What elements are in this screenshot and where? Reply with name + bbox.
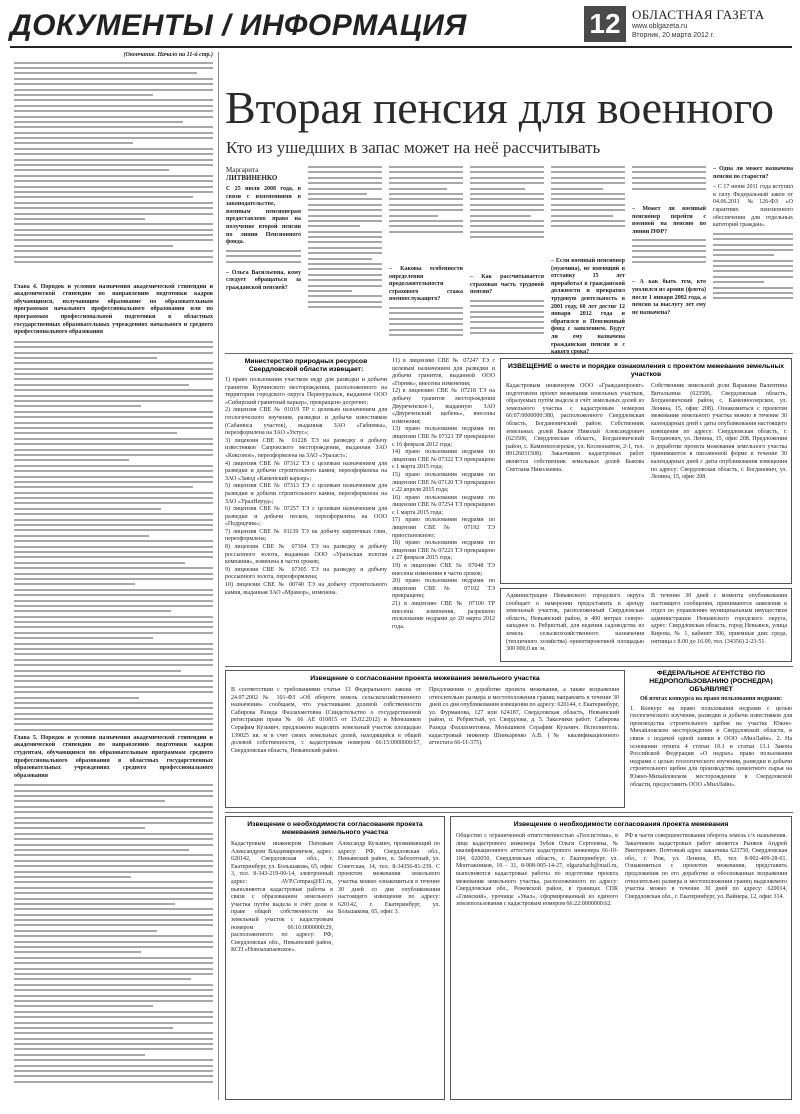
- article-title: Вторая пенсия для военного: [225, 82, 774, 133]
- boundary-project-title: ИЗВЕЩЕНИЕ о месте и порядке ознакомления с проектом межевания земельных участков: [507, 363, 785, 378]
- boundary-project-notice: [500, 358, 792, 584]
- ministry-item: 6) лицензия СВЕ № 07257 ТЭ с целевым назначением для разведки и добычи песков, переоформлена на ООО «Подрядчик»;: [225, 506, 387, 528]
- article-law-note: – С 17 июня 2011 года вступил в силу Федеральный закон от 04.06.2011 №126-ФЗ «О гарантиях пенсионного обеспечения для отдельных категорий граждан».: [713, 184, 793, 229]
- boundary-project-right: Собственник земельной доли Варакина Валентина Витальевна (623506, Свердловская область, Богдановичский район, с. Каменноозерское, ул. Ленина, 15, офис 208). Ознакомиться с проектом межевания земельного участка можно в течение 30 календарных дней с даты опубликования настоящего извещения по адресу: Свердловская область, г. Богданович, ул. Ленина, 15, офис 208. Предложения о доработке проекта межевания земельного участка принимаются в письменной форме в течение 30 календарных дней с даты опубликования извещения по адресу: Свердловская область, г. Богданович, ул. Ленина, 15, офис 208.: [651, 383, 787, 481]
- issue-date: Вторник, 20 марта 2012 г.: [632, 32, 715, 39]
- ministry-item: 15) право пользования недрами по лицензии СВЕ № 07120 ТЭ прекращено с 22 апреля 2015 года;: [392, 471, 495, 494]
- article-text: [470, 300, 544, 350]
- survey-notice-2-right: РФ в части совершенствования оборота земель с/х назначения. Заказчиком кадастровых работ является Рынков Андрей Викторович. Почтовый адрес заказчика 623750, Свердловская обл., г. Реж, ул. Ленина, 85, тел. 8-902-409-28-01. Ознакомиться с проектом межевания, представить предложения по его доработке и обоснованные возражения относительно размера и местоположения границ выделяемого участка можно в течение 30 дней по адресу: 620014, Свердловская обл., г. Екатеринбург, ул. Вайнера, 12, офис 314.: [625, 833, 787, 900]
- ministry-item: 16) право пользования недрами по лицензии СВЕ № 07254 ТЭ прекращено с 1 марта 2015 года;: [392, 494, 495, 516]
- ministry-item: 20) право пользования недрами по лицензии СВЕ № 07102 ТЭ прекращено;: [392, 578, 495, 600]
- article-col-4: [470, 166, 544, 351]
- author-last-name: ЛИТВИНЕНКО: [226, 174, 278, 182]
- notices-rule: [225, 666, 793, 667]
- ministry-item: 13) право пользования недрами по лицензии СВЕ № 07321 ТР прекращено с 16 февраля 2012 года;: [392, 426, 495, 448]
- ministry-item: 18) право пользования недрами по лицензии СВЕ № 07223 ТЭ прекращено с 27 февраля 2015 года;: [392, 540, 495, 562]
- article-text: [470, 166, 544, 274]
- ministry-item: 2) лицензия СВЕ № 01019 ТР с целевым назначением для геологического изучения, разведки и добычи известняков (Сабанюса участок), выданная ЗАО «Габиевка», переоформлена на ЗАО «Уктус»;: [225, 407, 387, 437]
- article-bottom-rule: [225, 353, 793, 354]
- article-lead: С 25 июля 2008 года, в связи с изменениями в законодательстве, военным пенсионерам предоставлено право на получение второй пенсии по линии Пенсионного фонда.: [226, 186, 301, 246]
- site-url[interactable]: www.oblgazeta.ru: [632, 23, 688, 30]
- ministry-item: 10) лицензия СВЕ № 00740 ТЭ на добычу строительного камня, выданная ЗАО «Мрамор», изменена.: [225, 582, 387, 596]
- survey-notice-1-body: Кадастровым инженером Поповым Александром Владимировичем, адрес: 620142, Свердловская обл., г. Екатеринбург, ул. Большакова, 65, офис 3, тел. 8-343-219-00-14, электронный адрес: AVP.Compas@E1.ru, выполняются кадастровые работы в связи с образованием земельного участка путём выдела в счёт доли в праве общей собственности на земельный участок с кадастровым номером 66:16:0000000:29, расположенного по адресу: РФ, Свердловская обл., Невьянский район, КСП «Новоалапаевское».: [231, 841, 333, 954]
- ministry-item: 5) лицензия СВЕ № 07313 ТЭ с целевым назначением для разведки и добычи строительного камня, переоформлена на ЗАО «УралНеруд»;: [225, 483, 387, 505]
- masthead: [10, 6, 792, 46]
- ministry-items: [225, 377, 387, 597]
- question-5: – Может ли военный пенсионер перейти с военной на пенсию по линии ПФР?: [632, 206, 706, 235]
- survey-notice-2: [450, 816, 792, 1100]
- administration-notice-right: В течение 30 дней с момента опубликования настоящего сообщения, принимаются заявления в отдел по управлению муниципальным имуществом администрации Невьянского городского округа, адрес: Свердловская область, город Невьянск, улица Кирова, № 1, кабинет 306, приемные дни: среда, пятница с 8.00 до 16.00, тел. (34356) 2-23-51.: [651, 593, 787, 645]
- article-col-2: [308, 166, 382, 351]
- question-7: – Одна ли может назначена пенсия по старости?: [713, 166, 793, 180]
- survey-notice-1-title: Извещение о необходимости согласования проекта межевания земельного участка: [247, 821, 423, 836]
- masthead-rule: [10, 46, 792, 48]
- administration-notice: [500, 588, 792, 662]
- section-title: ДОКУМЕНТЫ / ИНФОРМАЦИЯ: [10, 9, 467, 42]
- article-col-1: [226, 166, 301, 351]
- federal-agency-body: 1. Конкурс на право пользования недрами с целью геологического изучения, разведки и добычи известняков для производства строительного щебня на участке Южно-Михайловском месторождения в Свердловской области, в связи с подачей одной заявки в ООО «МилЛайн». 2. На основании пункта 4 статьи 10.1 и статьи 13.1 Закона Российской Федерации «О недрах» право пользования недрами с целью геологического изучения, разведки и добычи строительного щебня для производства цементного сырья на Южно-Михайловском месторождении в Свердловской области, предоставить ООО «МилЛайн».: [630, 705, 792, 788]
- regulation-text-1: [14, 62, 213, 280]
- boundary-approval-body: В соответствии с требованиями статьи 13 Федерального закона от 24.07.2002 № 101-ФЗ «Об обороте земель сельскохозяйственного назначения» сообщаем, что участниками долевой собственности Сабирова Разида Фазлахметовна (Свидетельство о государственной регистрации права № 66 АЕ 010815 от 15.02.2012) и Меньшиков Серафим Кузьмич, предложено выделить земельный участок площадью 139025 кв. м в счет своих земельных долей, находящийся в общей долевой собственности, с кадастровым номером 66:15:0000000:67, Свердловская область, Невьянский район.: [231, 687, 421, 754]
- ministry-item: 9) лицензия СВЕ № 07305 ТЭ на разведку и добычу россыпного золота, переоформлена;: [225, 566, 387, 581]
- article-text: [226, 250, 301, 270]
- ministry-item: 12) в лицензию СВЕ № 07218 ТЭ на добычу гранитов месторождения Двуреченское-1, выданную ЗАО «Двуреченский щебень», внесены изменения;: [392, 388, 495, 425]
- survey-notice-2-title: Извещение о необходимости согласования проекта межевания: [513, 821, 729, 828]
- ministry-item: 3) лицензия СВЕ № 01228 ТЭ на разведку и добычу известняков Сапрокского месторождения, выданная ЗАО «Коксовое», переоформлена на ЗАО «Ураласт»;: [225, 437, 387, 459]
- question-6: – А как быть тем, кто уволился из армии (флота) после 1 января 2002 года, а пенсия за выслугу лет ему не назначена?: [632, 279, 706, 316]
- article-col-5: [551, 166, 625, 351]
- question-1: – Ольга Васильевна, кому следует обращаться за гражданской пенсией?: [226, 269, 301, 291]
- boundary-approval-notice: [225, 670, 625, 808]
- ministry-item: 7) лицензия СВЕ № 01139 ТЭ на добычу кирпичных глин, переоформлена;: [225, 528, 387, 543]
- survey-notice-2-body: Общество с ограниченной ответственностью «Геосистема», в лице кадастрового инженера Зубов Ольги Сергеевны, № квалификационного аттестата кадастрового инженера 66-10-184, 620050, Свердловская область, г. Екатеринбург, ул. Монтажников, 10 - 31, 8-908-905-14-27, olgazubach@mail.ru, выполняются кадастровые работы по подготовке проекта межевания земельного участка, расположенного по адресу: Свердловская обл., Режевской район, в границах СПК «Глинский», урочище «Увал», сформированный из единого землепользования с кадастровым номером 66:22:0000000:62.: [456, 833, 618, 908]
- federal-agency-title: ФЕДЕРАЛЬНОЕ АГЕНТСТВО ПО НЕДРОПОЛЬЗОВАНИЮ (РОСНЕДРА) ОБЪЯВЛЯЕТ: [649, 670, 773, 693]
- continuation-note: (Окончание. Начало на 11-й стр.): [123, 52, 213, 58]
- ministry-item: 11) в лицензию СВЕ № 07247 ТЭ с целевым назначением для разведки и добычи гранитов, выданной ООО «Горняк», внесены изменения;: [392, 358, 495, 387]
- bottom-rule: [225, 812, 793, 813]
- federal-agency-subtitle: Об итогах конкурса на право пользования недрами:: [640, 696, 782, 702]
- survey-notice-1-right: Александр Кузьмич, проживающий по адресу: РФ, Свердловская обл., Невьянский район, п. Заболотный, ул. Советская, 14, тел. 8-34356-81-239. С проектом межевания земельного участка можно ознакомиться в течение 30 дней со дня опубликования настоящего извещения по адресу: 620142, г. Екатеринбург, ул. Большакова, 65, офис 3.: [338, 841, 440, 916]
- chapter-4-heading: Глава 4. Порядок и условия назначения академической стипендии и академической стипендии по направлению подготовки кадров обучающимся, получающим образование по образовательным программам начального профессионального образования или по программам профессиональной подготовки в областных государственных образовательных учреждениях начального и среднего профессионального образования: [14, 283, 213, 336]
- paper-name: ОБЛАСТНАЯ ГАЗЕТА: [632, 7, 765, 22]
- author-first-name: Маргарита: [226, 166, 259, 174]
- survey-notice-1: [225, 816, 445, 1100]
- administration-notice-body: Администрация Невьянского городского округа сообщает о намерении предоставить в аренду земельный участок, расположенный Свердловская область, Невьянский район, в 400 метрах северо-западнее п. Ребристый, для ведения садоводства из земель сельскохозяйственного назначения (тепличного хозяйства) ориентировочной площадью 300 000,0 кв. м.: [506, 593, 644, 653]
- boundary-project-body: Кадастровым инженером ООО «Гражданпроект» подготовлен проект межевания земельных участков, образуемых путём выдела в счёт земельных долей из земельного участка с кадастровым номером 66:07:0000000:380, расположенного Свердловская область, Богдановичский район. Собственник земельных долей Быков Николай Александрович (623506, Свердловская область, Богдановичский район, с. Каменноозерское, ул. Космонавтов, 2-1, тел. 89126031508). Заказчиком кадастровых работ является собственник земельных долей Быкова Светлана Николаевна.: [506, 383, 644, 473]
- ministry-item: 21) в лицензию СВЕ № 07100 ТР внесены изменения, разрешено пользование недрами до 20 марта 2012 года.: [392, 601, 495, 630]
- ministry-item: 4) лицензия СВЕ № 07312 ТЭ с целевым назначением для разведки и добычи строительного камня, переоформлена на ЗАО «Завод «Каменский карьер»;: [225, 460, 387, 482]
- article-text: [632, 239, 706, 279]
- article-text: [713, 233, 793, 333]
- federal-agency-notice: [630, 670, 792, 808]
- page-number: 12: [584, 6, 626, 42]
- article-text: [551, 166, 625, 258]
- question-3: – Как рассчитывается страховая часть трудовой пенсии?: [470, 274, 544, 296]
- boundary-approval-right: Предложения о доработке проекта межевания, а также возражения относительно размера и местоположения границ направлять в течение 30 дней со дня опубликования извещения по адресу: 620144, г. Екатеринбург, ул. Фурманова, 127 или 624187, Свердловская область, Невьянский район, п. Ребристый, ул. Свердлова, д. 5. Заказчики работ: Сабирова Разида Фазлахметовна, Меньшиков Серафим Кузьмич. Исполнитель: кадастровый инженер Шинкаренко А.В. (№ квалификационного аттестата 66-11-375).: [429, 687, 619, 747]
- question-2: – Каковы особенности определения продолжительности страхового стажа военнослужащего?: [389, 266, 463, 303]
- boundary-approval-title: Извещение о согласовании проекта межевания земельного участка: [310, 675, 540, 682]
- ministry-notice: [225, 358, 387, 662]
- ministry-item: 8) лицензия СВЕ № 07304 ТЭ на разведку и добычу россыпного золота, выданная ООО «Уральская золотая компания», изменена в части сроков;: [225, 544, 387, 566]
- ministry-item: 17) право пользования недрами по лицензии СВЕ № 07192 ТЭ приостановлено;: [392, 517, 495, 539]
- left-column: [14, 52, 213, 1100]
- ministry-notice-cont: [392, 358, 495, 662]
- article-subtitle: Кто из ушедших в запас может на неё рассчитывать: [226, 138, 601, 157]
- question-4: – Если военный пенсионер (мужчина), не имеющий в отставку 15 лет проработал в гражданской должности и прекратил трудовую деятельность в 2001 году, 60 лет достиг 12 января 2012 года и обратился в Пенсионный фонд с заявлением. Будут ли ему назначена гражданская пенсия и с: [551, 258, 625, 348]
- chapter-5-heading: Глава 5. Порядок и условия назначения академической стипендии и академической стипендии по направлению подготовки кадров студентам, обучающимся по образовательным программам среднего профессионального образования в областных государственных образовательных учреждениях среднего профессионального образования: [14, 734, 213, 779]
- regulation-text-2: [14, 341, 213, 731]
- article-text: [389, 307, 463, 347]
- article-col-3: [389, 166, 463, 351]
- article-col-6: [632, 166, 706, 351]
- ministry-item: 1) право пользования участком недр для разведки и добычи гранитов Курчинского месторождения, расположенного на территории городского округа Первоуральск, выданное ООО «Сибирский гранитный карьер», прекращено досрочно;: [225, 377, 387, 406]
- ministry-item: 14) право пользования недрами по лицензии СВЕ № 07322 ТЭ прекращено с 1 марта 2015 года;: [392, 449, 495, 471]
- article-text: [389, 166, 463, 266]
- regulation-text-3: [14, 784, 213, 1114]
- article-col-7: [713, 166, 793, 351]
- article-text: [632, 166, 706, 206]
- left-column-divider: [218, 52, 219, 1100]
- ministry-item: 19) в лицензию СВЕ № 07048 ТЭ внесены изменения в части сроков;: [392, 563, 495, 577]
- ministry-notice-title: Министерство природных ресурсов Свердловской области извещает:: [244, 358, 368, 373]
